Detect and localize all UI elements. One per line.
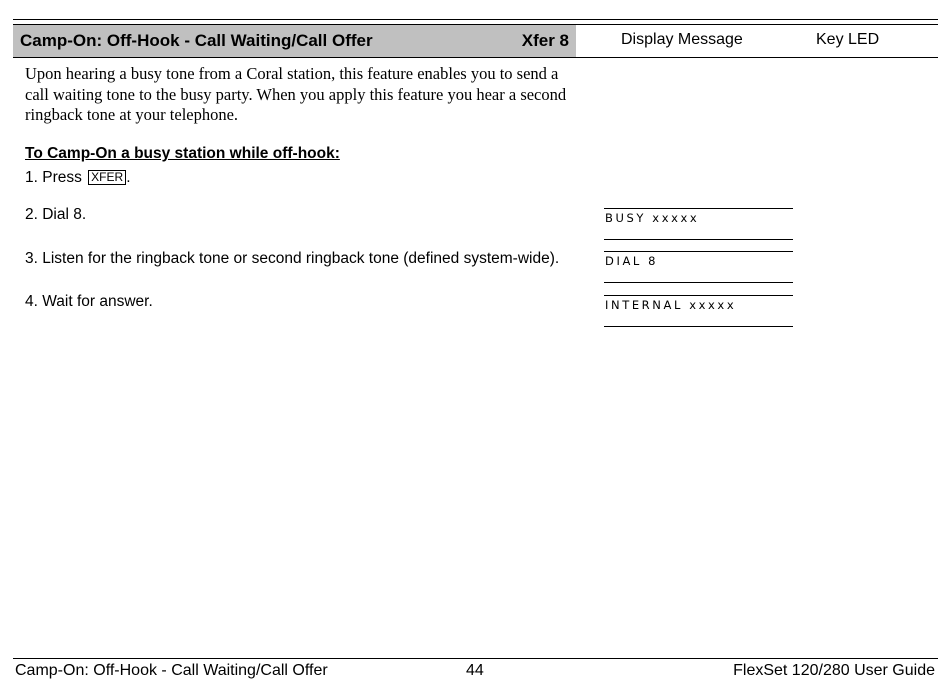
footer-guide-title: FlexSet 120/280 User Guide	[733, 662, 935, 679]
step-1-suffix: .	[126, 169, 131, 186]
feature-header-bar	[13, 25, 576, 58]
display-message-1-text: BUSY xxxxx	[605, 211, 700, 225]
top-rule	[13, 19, 938, 20]
step-1	[25, 169, 131, 187]
display-message-3-text: INTERNAL xxxxx	[605, 298, 737, 312]
step-3: 3. Listen for the ringback tone or second ringback tone (defined system-wide).	[25, 250, 560, 267]
header-underline	[576, 57, 938, 58]
display-message-column-header: Display Message	[621, 31, 743, 48]
intro-paragraph: Upon hearing a busy tone from a Coral station, this feature enables you to send a call waiting tone to the busy party. When you apply this feature you hear a second ringback tone at your telephone.	[25, 64, 567, 124]
footer-rule	[13, 658, 938, 659]
display-message-2	[604, 251, 793, 283]
display-message-1	[604, 208, 793, 240]
feature-key-sequence: Xfer 8	[521, 31, 569, 50]
step-2: 2. Dial 8.	[25, 206, 87, 223]
feature-title: Camp-On: Off-Hook - Call Waiting/Call Offer	[20, 31, 373, 50]
display-message-3	[604, 295, 793, 327]
key-led-column-header: Key LED	[816, 31, 880, 48]
page-number: 44	[466, 662, 484, 679]
step-4: 4. Wait for answer.	[25, 293, 153, 310]
display-message-2-text: DIAL 8	[605, 254, 659, 268]
footer-section-title: Camp-On: Off-Hook - Call Waiting/Call Offer	[15, 662, 328, 679]
procedure-title: To Camp-On a busy station while off-hook:	[25, 145, 340, 162]
xfer-key: XFER	[88, 170, 126, 185]
step-1-prefix: 1. Press	[25, 169, 87, 186]
